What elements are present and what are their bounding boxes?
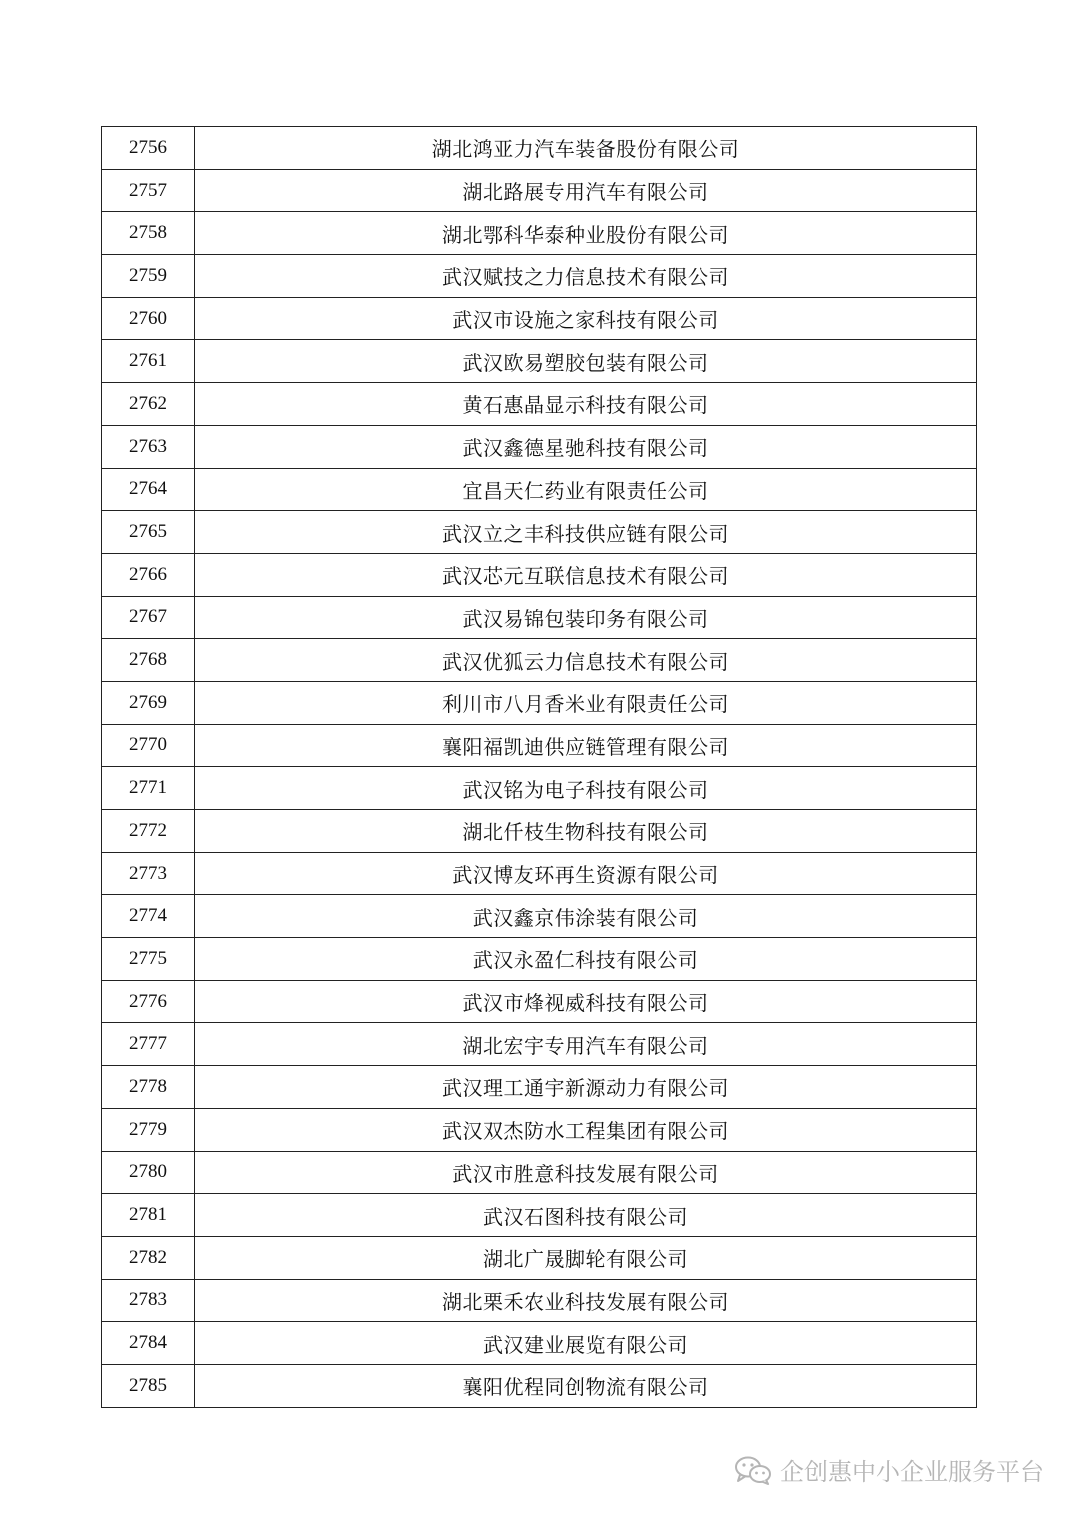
row-number: 2760 [102,297,195,340]
row-number: 2767 [102,596,195,639]
company-name: 武汉优狐云力信息技术有限公司 [195,639,977,682]
row-number: 2771 [102,767,195,810]
row-number: 2783 [102,1279,195,1322]
row-number: 2759 [102,255,195,298]
table-row [102,938,977,981]
company-name: 武汉欧易塑胶包装有限公司 [195,340,977,383]
table-row [102,127,977,170]
company-name: 武汉铭为电子科技有限公司 [195,767,977,810]
company-name: 武汉双杰防水工程集团有限公司 [195,1108,977,1151]
company-name: 武汉市烽视威科技有限公司 [195,980,977,1023]
table-row [102,511,977,554]
table-row [102,681,977,724]
company-name: 武汉鑫京伟涂装有限公司 [195,895,977,938]
table-row [102,340,977,383]
company-name: 湖北鄂科华泰种业股份有限公司 [195,212,977,255]
table-row [102,1023,977,1066]
company-name: 湖北栗禾农业科技发展有限公司 [195,1279,977,1322]
table-row [102,1151,977,1194]
company-name: 武汉永盈仁科技有限公司 [195,938,977,981]
table-row [102,1236,977,1279]
company-name: 武汉市胜意科技发展有限公司 [195,1151,977,1194]
table-row [102,553,977,596]
row-number: 2778 [102,1066,195,1109]
table-row [102,724,977,767]
row-number: 2757 [102,169,195,212]
row-number: 2780 [102,1151,195,1194]
watermark [734,1452,1044,1487]
watermark-text: 企创惠中小企业服务平台 [780,1458,1044,1486]
company-name: 武汉鑫德星驰科技有限公司 [195,425,977,468]
company-name: 武汉建业展览有限公司 [195,1322,977,1365]
table-row [102,767,977,810]
table-row [102,1322,977,1365]
row-number: 2774 [102,895,195,938]
company-name: 武汉博友环再生资源有限公司 [195,852,977,895]
row-number: 2765 [102,511,195,554]
table-row [102,1194,977,1237]
row-number: 2784 [102,1322,195,1365]
table-row [102,212,977,255]
row-number: 2785 [102,1364,195,1407]
row-number: 2782 [102,1236,195,1279]
row-number: 2775 [102,938,195,981]
row-number: 2766 [102,553,195,596]
table-row [102,1364,977,1407]
row-number: 2776 [102,980,195,1023]
row-number: 2756 [102,127,195,170]
company-name: 武汉芯元互联信息技术有限公司 [195,553,977,596]
row-number: 2758 [102,212,195,255]
company-name: 宜昌天仁药业有限责任公司 [195,468,977,511]
row-number: 2762 [102,383,195,426]
row-number: 2779 [102,1108,195,1151]
company-name: 襄阳优程同创物流有限公司 [195,1364,977,1407]
company-name: 武汉易锦包装印务有限公司 [195,596,977,639]
row-number: 2768 [102,639,195,682]
company-name: 武汉立之丰科技供应链有限公司 [195,511,977,554]
company-name: 利川市八月香米业有限责任公司 [195,681,977,724]
table-row [102,1066,977,1109]
table-row [102,852,977,895]
company-name: 湖北广晟脚轮有限公司 [195,1236,977,1279]
company-name: 襄阳福凯迪供应链管理有限公司 [195,724,977,767]
row-number: 2761 [102,340,195,383]
company-name: 武汉石图科技有限公司 [195,1194,977,1237]
company-name: 湖北仟枝生物科技有限公司 [195,810,977,853]
table-row [102,297,977,340]
table-row [102,468,977,511]
table-row [102,1279,977,1322]
company-name: 黄石惠晶显示科技有限公司 [195,383,977,426]
wechat-icon [734,1455,772,1485]
row-number: 2770 [102,724,195,767]
company-name: 湖北鸿亚力汽车装备股份有限公司 [195,127,977,170]
row-number: 2764 [102,468,195,511]
table-row [102,639,977,682]
company-name: 武汉赋技之力信息技术有限公司 [195,255,977,298]
row-number: 2763 [102,425,195,468]
table-row [102,895,977,938]
row-number: 2777 [102,1023,195,1066]
company-name: 武汉市设施之家科技有限公司 [195,297,977,340]
company-name: 武汉理工通宇新源动力有限公司 [195,1066,977,1109]
table-row [102,980,977,1023]
table-row [102,383,977,426]
table-row [102,596,977,639]
table-row [102,255,977,298]
table-row [102,1108,977,1151]
table-row [102,425,977,468]
company-name: 湖北宏宇专用汽车有限公司 [195,1023,977,1066]
row-number: 2769 [102,681,195,724]
table-row [102,810,977,853]
table-row [102,169,977,212]
company-list-body [102,127,977,1408]
row-number: 2772 [102,810,195,853]
row-number: 2781 [102,1194,195,1237]
company-list-table [101,126,977,1408]
row-number: 2773 [102,852,195,895]
company-name: 湖北路展专用汽车有限公司 [195,169,977,212]
